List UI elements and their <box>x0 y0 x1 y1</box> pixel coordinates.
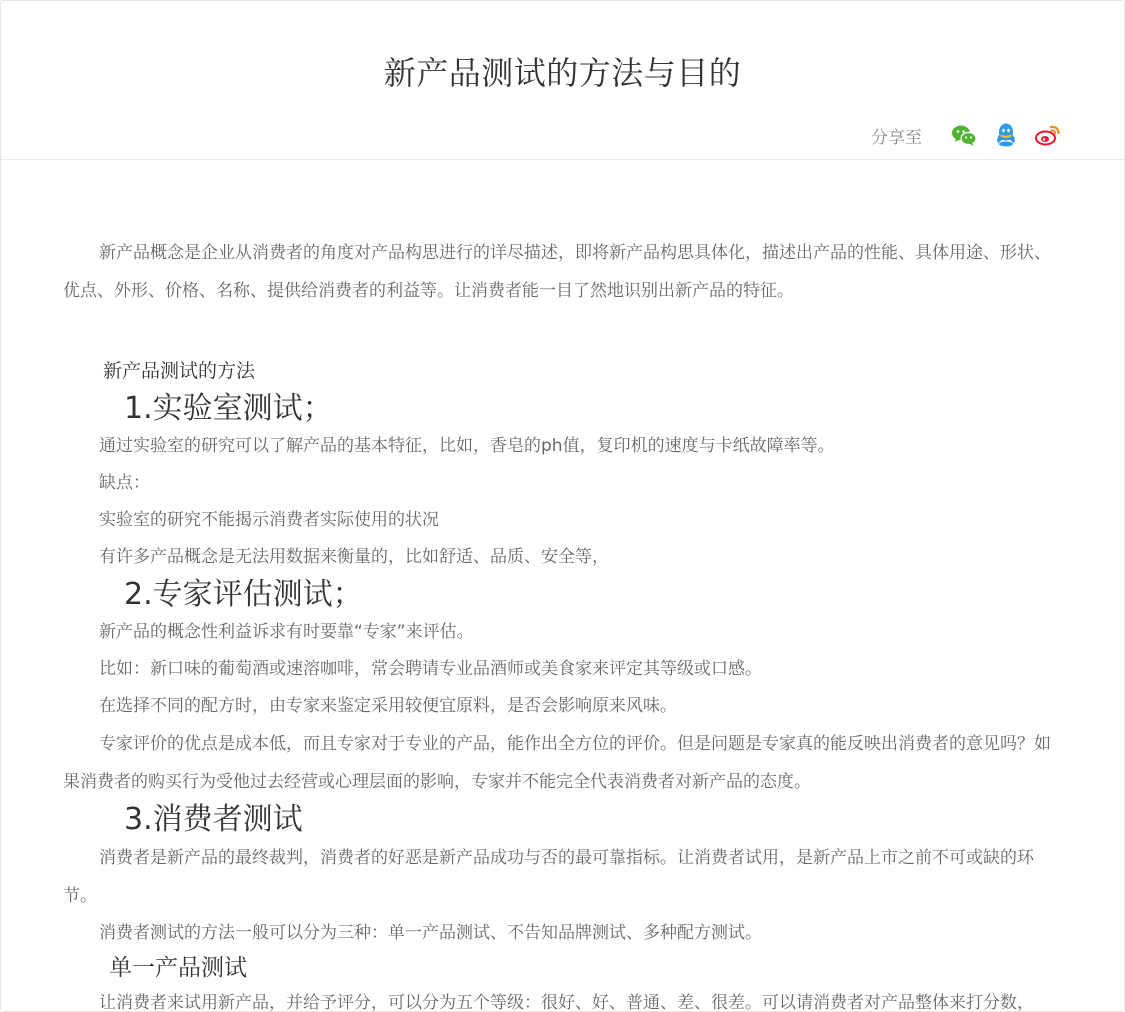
section-1-line: 缺点： <box>99 473 150 493</box>
article-title: 新产品测试的方法与目的 <box>383 54 742 92</box>
share-bar <box>871 121 1062 149</box>
section-2-paragraph: 专家评价的优点是成本低，而且专家对于专业的产品，能作出全方位的评价。但是问题是专家真的能反映出消费者的意见吗？如果消费者的购买行为受他过去经营或心理层面的影响，专家并不能完全代表消费者对新产品的态度。 <box>63 734 1051 792</box>
section-2-line: 比如：新口味的葡萄酒或速溶咖啡，常会聘请专业品酒师或美食家来评定其等级或口感。 <box>99 659 762 679</box>
article-body <box>63 234 1063 1012</box>
qq-icon[interactable] <box>992 121 1020 149</box>
section-2-heading: 2.专家评估测试； <box>124 577 363 612</box>
section-3-heading: 3.消费者测试 <box>124 802 303 837</box>
wechat-icon[interactable] <box>950 121 978 149</box>
section-1-heading: 1.实验室测试； <box>124 391 333 426</box>
section-1-line: 通过实验室的研究可以了解产品的基本特征，比如，香皂的ph值，复印机的速度与卡纸故障率等。 <box>99 436 835 456</box>
share-label: 分享至 <box>871 127 922 148</box>
article-header <box>1 1 1124 160</box>
section-3-paragraph: 消费者是新产品的最终裁判，消费者的好恶是新产品成功与否的最可靠指标。让消费者试用，是新产品上市之前不可或缺的环节。 <box>63 848 1034 906</box>
section-3-line: 消费者测试的方法一般可以分为三种：单一产品测试、不告知品牌测试、多种配方测试。 <box>99 923 762 943</box>
subsection-paragraph: 让消费者来试用新产品，并给予评分，可以分为五个等级：很好、好、普通、差、很差。可以请消费者对产品整体来打分数， <box>99 993 1034 1012</box>
weibo-icon[interactable] <box>1034 121 1062 149</box>
methods-label: 新产品测试的方法 <box>103 360 256 382</box>
section-2-line: 在选择不同的配方时，由专家来鉴定采用较便宜原料，是否会影响原来风味。 <box>99 696 677 716</box>
section-1-line: 有许多产品概念是无法用数据来衡量的，比如舒适、品质、安全等， <box>99 547 609 567</box>
section-1-line: 实验室的研究不能揭示消费者实际使用的状况 <box>99 510 439 530</box>
subsection-heading: 单一产品测试 <box>109 955 247 981</box>
section-2-line: 新产品的概念性利益诉求有时要靠“专家”来评估。 <box>99 622 474 642</box>
intro-paragraph: 新产品概念是企业从消费者的角度对产品构思进行的详尽描述，即将新产品构思具体化，描述出产品的性能、具体用途、形状、优点、外形、价格、名称、提供给消费者的利益等。让消费者能一目了然地识别出新产品的特征。 <box>63 243 1051 301</box>
